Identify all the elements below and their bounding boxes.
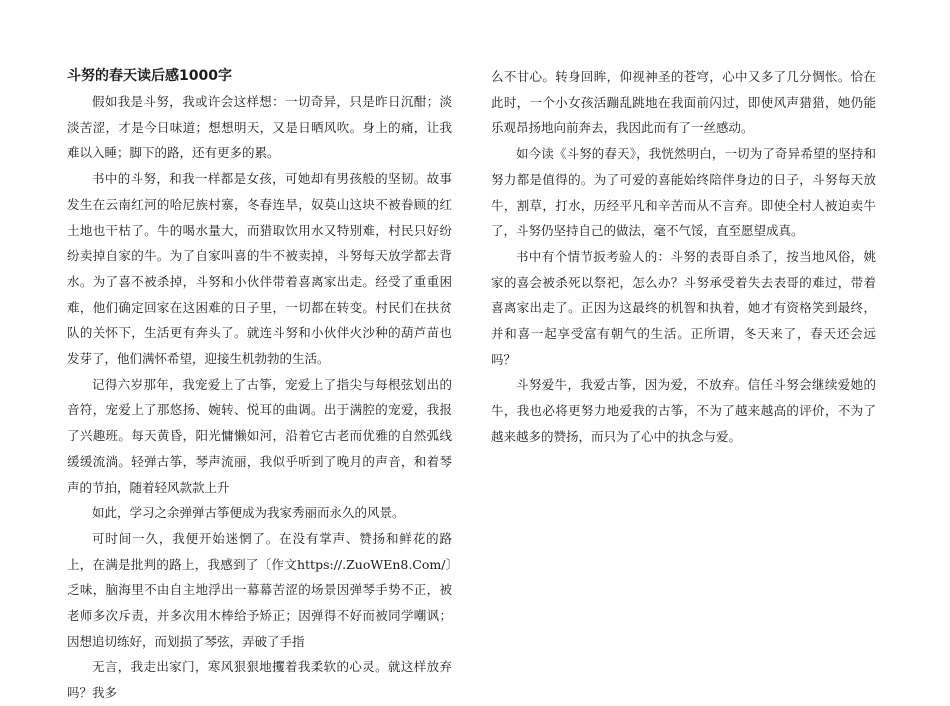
paragraph: 如此，学习之余弹弹古筝便成为我家秀丽而永久的风景。: [92, 505, 405, 521]
paragraph: 可时间一久，我便开始迷惘了。在没有掌声、赞扬和鲜花的路上，在满是批判的路上，我感到了〔作文https://.ZuoWEn8.Com/〕乏味，脑海里不由自主地浮出一幕幕苦涩的场景因弹琴手势不正，被老师多次斥责，并多次用木棒给予矫正；因弹得不好而被同学嘲讽；因想追切练好，而划损了琴弦，弄破了手指: [67, 530, 452, 649]
paragraph: 如今读《斗努的春天》，我恍然明白，一切为了奇异希望的坚持和努力都是值得的。为了可爱的喜能始终陪伴身边的日子，斗努每天放牛，割草，打水，历经平凡和辛苦而从不言弃。即使全村人被迫卖牛了，斗努仍坚持自己的做法，毫不气馁，直至愿望成真。: [491, 146, 876, 239]
paragraph: 书中的斗努，和我一样都是女孩，可她却有男孩般的坚韧。故事发生在云南红河的哈尼族村寨，冬春连旱，奴莫山这块不被眷顾的红土地也干枯了。牛的喝水量大，而猎取饮用水又特别难，村民只好纷纷卖掉自家的牛。为了自家叫喜的牛不被卖掉，斗努每天放学都去背水。为了喜不被杀掉，斗努和小伙伴带着喜离家出走。经受了重重困难，他们确定回家在这困难的日子里，一切都在转变。村民们在扶贫队的关怀下，生活更有奔头了。就连斗努和小伙伴火沙种的葫芦苗也发芽了，他们满怀希望，迎接生机勃勃的生活。: [67, 171, 452, 367]
right-column: [491, 64, 876, 450]
paragraph: 记得六岁那年，我宠爱上了古筝，宠爱上了指尖与每根弦划出的音符，宠爱上了那悠扬、婉转、悦耳的曲调。出于满腔的宠爱，我报了兴趣班。每天黄昏，阳光慵懒如河，沿着它古老而优雅的自然弧线缓缓流淌。轻弹古筝，琴声流丽，我似乎听到了晚月的声音，和着琴声的节拍，随着轻风款款上升: [67, 376, 452, 495]
paragraph: 无言，我走出家门，寒风狠狠地攫着我柔软的心灵。就这样放弃吗？我多: [67, 659, 452, 701]
paragraph: 书中有个情节扳考验人的：斗努的表哥自杀了，按当地风俗，姚家的喜会被杀死以祭祀，怎么办？斗努承受着失去表哥的难过，带着喜离家出走了。正因为这最终的机智和执着，她才有资格笑到最终，并和喜一起享受富有朝气的生活。正所谓，冬天来了，春天还会远吗？: [491, 248, 876, 367]
paragraph: 假如我是斗努，我或许会这样想：一切奇异，只是昨日沉酣；淡淡苦涩，才是今日味道；想想明天，又是日晒风吹。身上的痛，让我难以入睡；脚下的路，还有更多的累。: [67, 94, 452, 161]
left-column: [67, 64, 452, 706]
paragraph: 斗努爱牛，我爱古筝，因为爱，不放弃。信任斗努会继续爱她的牛，我也必将更努力地爱我的古筝，不为了越来越高的评价，不为了越来越多的赞扬，而只为了心中的执念与爱。: [491, 377, 876, 444]
paragraph-continuation: 么不甘心。转身回眸，仰视神圣的苍穹，心中又多了几分惆怅。恰在此时，一个小女孩活蹦乱跳地在我面前闪过，即使风声猎猎，她仍能乐观昂扬地向前奔去，我因此而有了一丝感动。: [491, 69, 876, 136]
document-title: 斗努的春天读后感1000字: [67, 68, 232, 84]
